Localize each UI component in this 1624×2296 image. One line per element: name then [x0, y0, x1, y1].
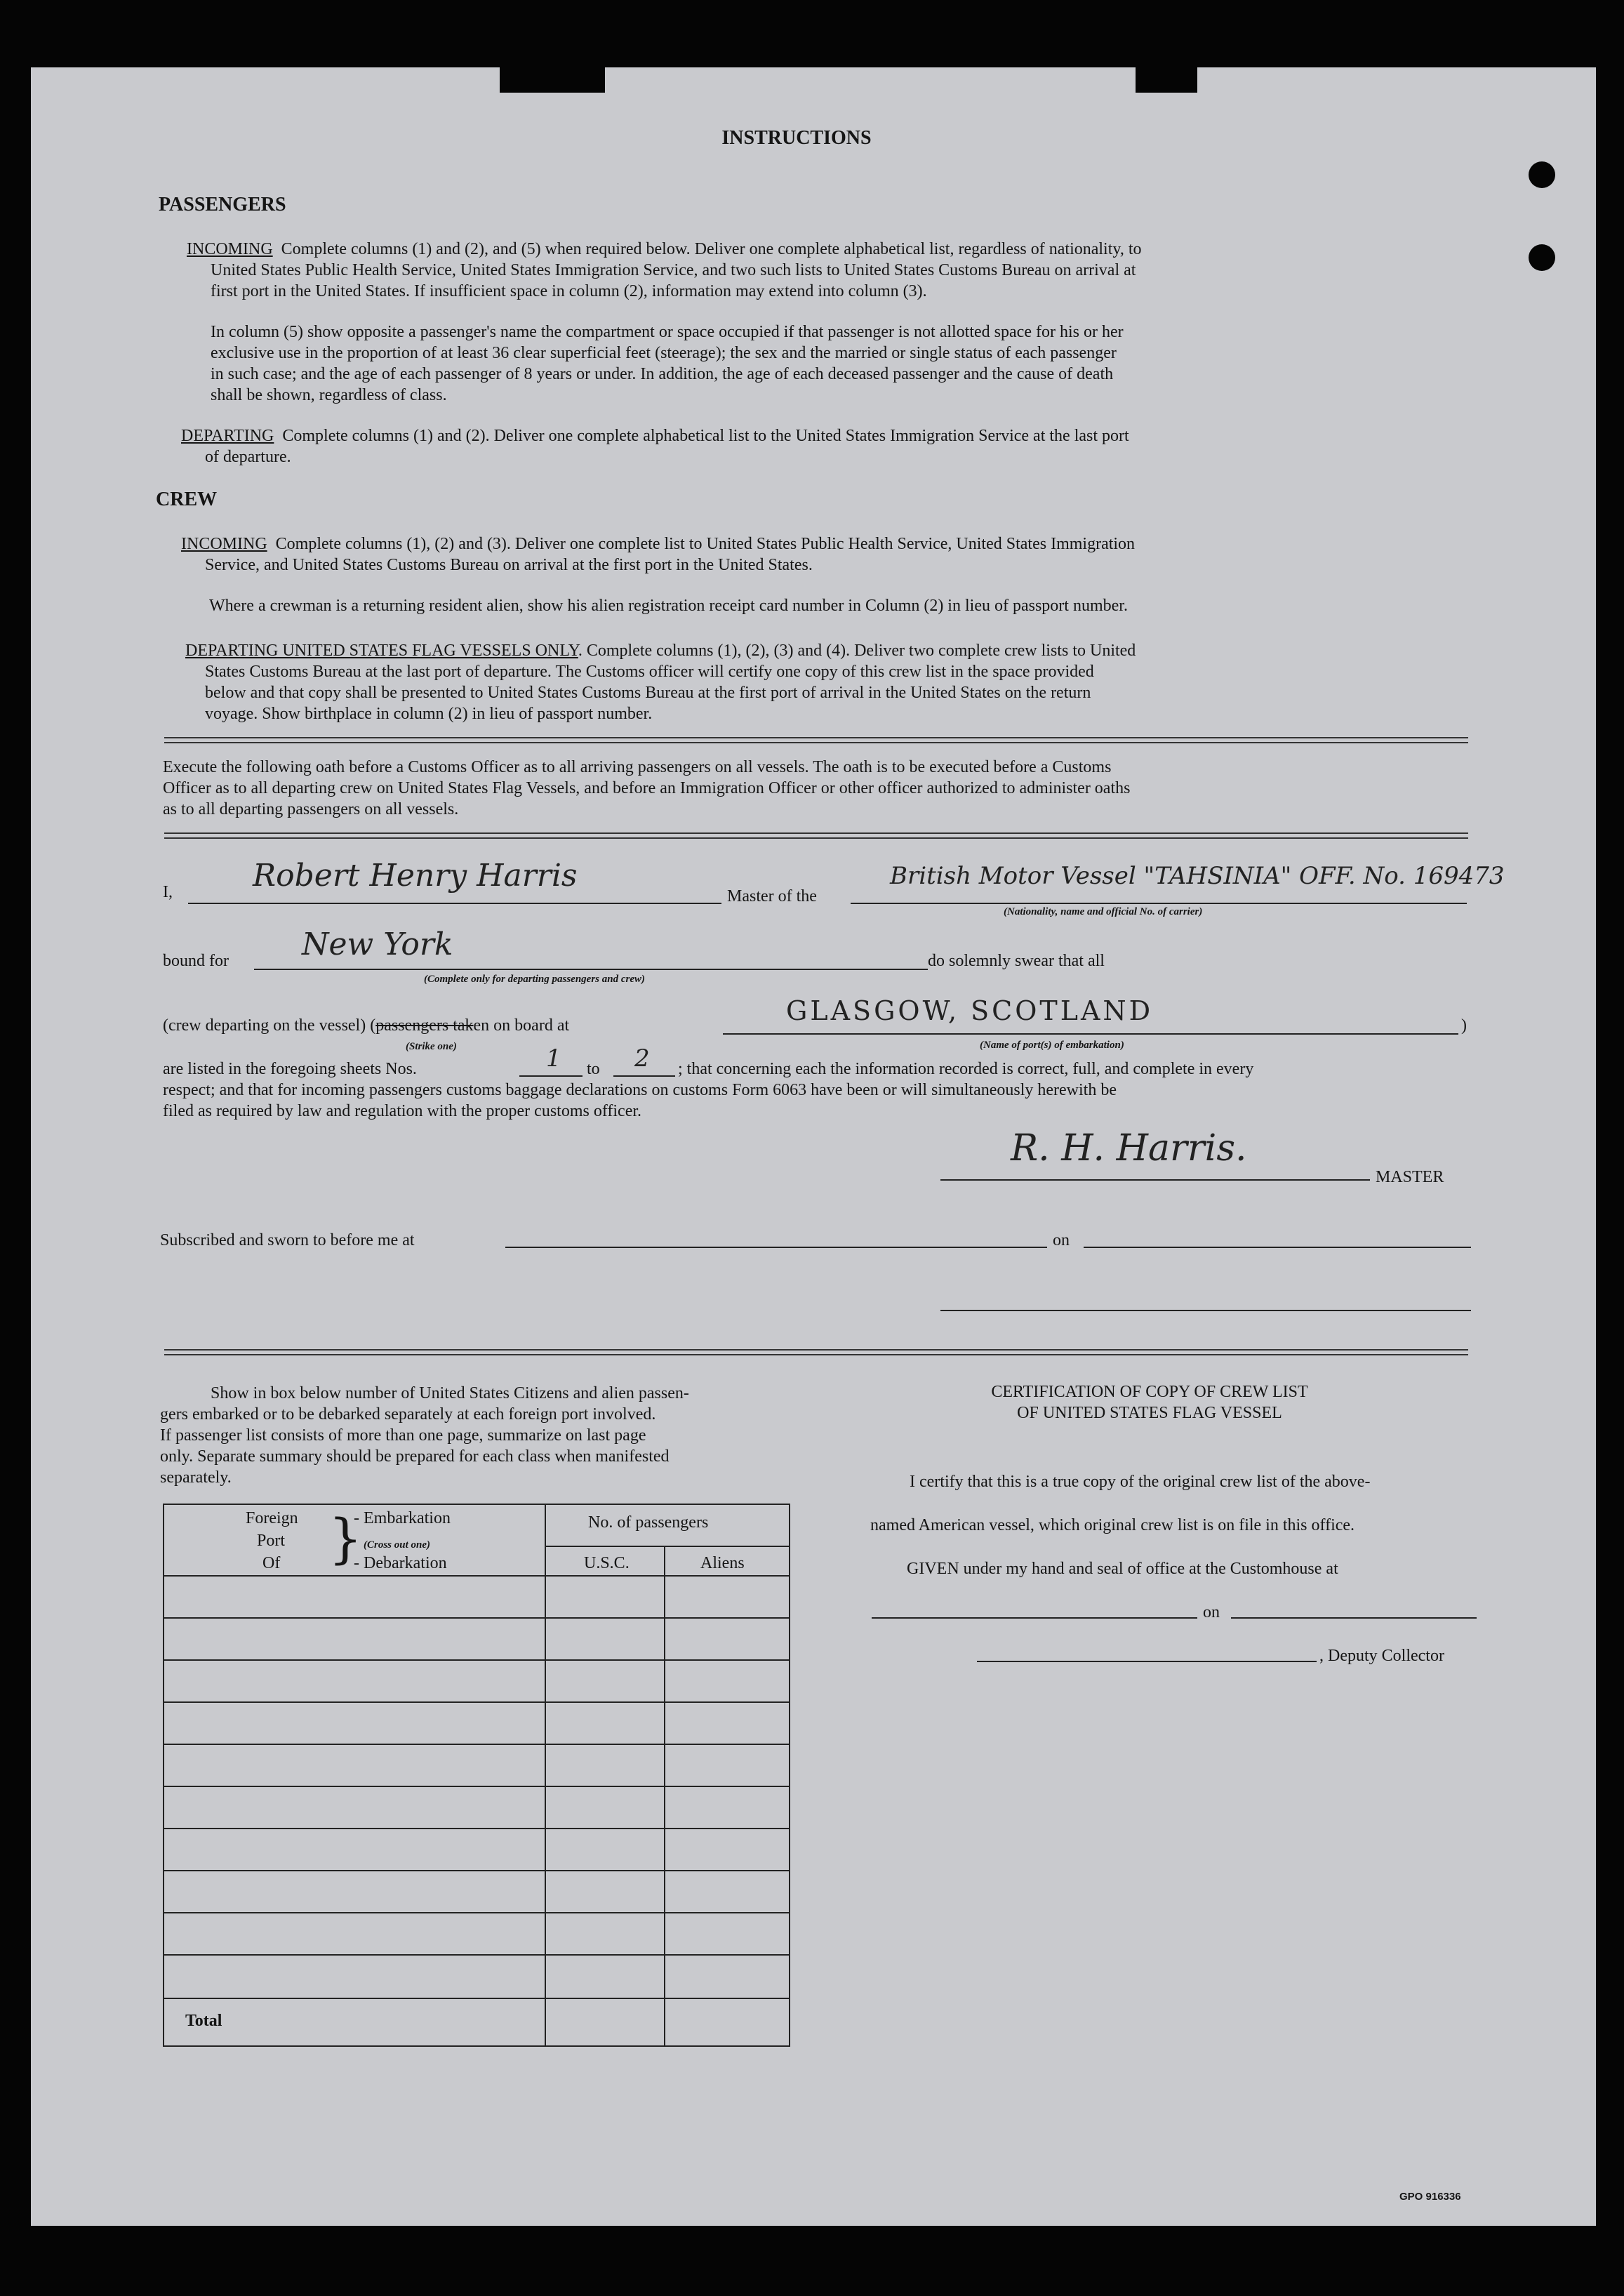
brace-icon: } [328, 1507, 363, 1570]
passengers-incoming-text: first port in the United States. If insufficient space in column (2), information may extend into column (3). [211, 282, 927, 300]
section-divider [164, 737, 1468, 743]
punch-hole [1529, 244, 1555, 271]
sheets-rest-text: ; that concerning each the information recorded is correct, full, and complete in every [678, 1060, 1254, 1078]
page-tear [1136, 67, 1197, 93]
crew-departing-label: DEPARTING UNITED STATES FLAG VESSELS ONLY [185, 642, 578, 660]
table-row[interactable] [163, 1744, 789, 1745]
passengers-incoming-text: Complete columns (1) and (2), and (5) when required below. Deliver one complete alphabetical list, regardless of nationality, to [281, 240, 1142, 258]
total-label: Total [185, 2012, 222, 2030]
certification-text: I certify that this is a true copy of the original crew list of the above- [910, 1473, 1371, 1491]
sheet-from-field[interactable]: 1 [546, 1044, 561, 1073]
summary-intro: If passenger list consists of more than one page, summarize on last page [160, 1426, 646, 1445]
port-field[interactable]: GLASGOW, SCOTLAND [786, 995, 1154, 1026]
destination-field[interactable]: New York [302, 927, 453, 962]
passengers-departing-label: DEPARTING [181, 427, 274, 445]
oath-intro: Officer as to all departing crew on United States Flag Vessels, and before an Immigration Officer or other officer authorized to administer oaths [163, 779, 1131, 797]
table-row[interactable] [163, 1659, 789, 1661]
table-row[interactable] [163, 1954, 789, 1956]
col-of: Of [262, 1554, 281, 1572]
crew-departing-option: (crew departing on the vessel) ( [163, 1016, 376, 1035]
crew-departing-text: voyage. Show birthplace in column (2) in lieu of passport number. [205, 705, 653, 723]
vessel-caption: (Nationality, name and official No. of carrier) [1004, 906, 1203, 917]
table-row[interactable] [163, 1617, 789, 1619]
passengers-struck-option: passengers tak [375, 1016, 474, 1035]
certification-title: CERTIFICATION OF COPY OF CREW LIST [991, 1383, 1308, 1401]
sheet-from-line [519, 1075, 583, 1077]
master-signature[interactable]: R. H. Harris. [1011, 1127, 1247, 1169]
col-port: Port [257, 1532, 286, 1550]
column5-text: In column (5) show opposite a passenger's name the compartment or space occupied if that passenger is not allotted space for his or her [211, 323, 1124, 341]
filed-text: filed as required by law and regulation with the proper customs officer. [163, 1102, 642, 1120]
col-cross-out: (Cross out one) [364, 1539, 431, 1551]
signature-line [940, 1179, 1370, 1181]
master-name-field[interactable]: Robert Henry Harris [253, 858, 578, 894]
master-name-line [188, 903, 721, 904]
page-tear [500, 67, 605, 93]
crew-departing-text: States Customs Bureau at the last port of departure. The Customs officer will certify one copy of this crew list in the space provided [205, 663, 1094, 681]
section-divider [164, 1349, 1468, 1355]
certification-title: OF UNITED STATES FLAG VESSEL [1017, 1404, 1282, 1422]
sheet-to-line [613, 1075, 675, 1077]
gpo-code: GPO 916336 [1399, 2191, 1461, 2203]
crew-heading: CREW [156, 489, 218, 510]
customhouse-line[interactable] [872, 1617, 1197, 1619]
crew-departing-text: below and that copy shall be presented to United States Customs Bureau at the first port of arrival in the United States on the return [205, 684, 1091, 702]
column5-text: exclusive use in the proportion of at least 36 clear superficial feet (steerage); the sex and the married or single status of each passenger [211, 344, 1117, 362]
certification-text: GIVEN under my hand and seal of office at the Customhouse at [907, 1560, 1338, 1578]
table-row[interactable] [163, 1912, 789, 1913]
col-debarkation: - Debarkation [354, 1554, 447, 1572]
strike-caption: (Strike one) [406, 1041, 457, 1052]
table-row[interactable] [163, 1828, 789, 1829]
table-row[interactable] [163, 1786, 789, 1787]
col-aliens: Aliens [700, 1554, 745, 1572]
passengers-incoming-label: INCOMING [187, 240, 273, 258]
table-row[interactable] [163, 1575, 789, 1577]
port-caption: (Name of port(s) of embarkation) [980, 1040, 1124, 1051]
page-title: INSTRUCTIONS [721, 127, 872, 149]
summary-intro: only. Separate summary should be prepared for each class when manifested [160, 1447, 670, 1466]
sheets-label: are listed in the foregoing sheets Nos. [163, 1060, 417, 1078]
col-usc: U.S.C. [584, 1554, 630, 1572]
summary-intro: gers embarked or to be debarked separately at each foreign port involved. [160, 1405, 656, 1424]
crew-departing-text: . Complete columns (1), (2), (3) and (4). Deliver two complete crew lists to United [578, 642, 1136, 660]
respect-text: respect; and that for incoming passengers customs baggage declarations on customs Form 6063 have been or will simultaneously herewith be [163, 1081, 1117, 1099]
vessel-field[interactable]: British Motor Vessel "TAHSINIA" OFF. No. 169473 [890, 862, 1505, 890]
section-divider [164, 832, 1468, 839]
summary-intro: separately. [160, 1468, 232, 1487]
table-row[interactable] [163, 1701, 789, 1703]
deputy-collector-label: , Deputy Collector [1319, 1647, 1444, 1665]
sworn-on-label: on [1053, 1231, 1070, 1249]
oath-intro: Execute the following oath before a Customs Officer as to all arriving passengers on all vessels. The oath is to be executed before a Customs [163, 758, 1112, 776]
sheet-to-field[interactable]: 2 [634, 1044, 650, 1073]
deputy-collector-line[interactable] [977, 1661, 1317, 1662]
table-col-divider [545, 1504, 546, 2045]
crew-incoming-text: Complete columns (1), (2) and (3). Deliver one complete list to United States Public Health Service, United States Immigration [275, 535, 1136, 553]
column5-text: shall be shown, regardless of class. [211, 386, 447, 404]
certification-on-label: on [1203, 1603, 1220, 1621]
to-label: to [587, 1060, 600, 1078]
punch-hole [1529, 161, 1555, 188]
passengers-departing-text: Complete columns (1) and (2). Deliver one complete alphabetical list to the United States Immigration Service at the last port [282, 427, 1129, 445]
taken-label: en on board at [473, 1016, 570, 1035]
subscribed-label: Subscribed and sworn to before me at [160, 1231, 415, 1249]
sworn-date-line[interactable] [1084, 1247, 1471, 1248]
passengers-departing-text: of departure. [205, 448, 291, 466]
certification-date-line[interactable] [1231, 1617, 1477, 1619]
bound-for-label: bound for [163, 952, 229, 970]
destination-caption: (Complete only for departing passengers and crew) [424, 974, 645, 985]
swear-label: do solemnly swear that all [928, 952, 1105, 970]
table-row[interactable] [163, 1870, 789, 1871]
summary-intro: Show in box below number of United States Citizens and alien passen- [211, 1384, 689, 1402]
passengers-incoming-text: United States Public Health Service, United States Immigration Service, and two such lists to United States Customs Bureau on arrival at [211, 261, 1136, 279]
col-no-passengers: No. of passengers [588, 1513, 709, 1532]
column5-text: in such case; and the age of each passenger of 8 years or under. In addition, the age of each deceased passenger and the cause of death [211, 365, 1114, 383]
table-row[interactable] [163, 1998, 789, 1999]
crew-resident-text: Where a crewman is a returning resident alien, show his alien registration receipt card number in Column (2) in lieu of passport number. [209, 597, 1128, 615]
table-row-divider [545, 1546, 789, 1547]
crew-incoming-label: INCOMING [181, 535, 267, 553]
passengers-heading: PASSENGERS [159, 194, 286, 215]
oath-i-label: I, [163, 883, 173, 901]
table-col-divider [664, 1547, 665, 2045]
master-label: MASTER [1376, 1168, 1444, 1186]
sworn-place-line[interactable] [505, 1247, 1047, 1248]
crew-incoming-text: Service, and United States Customs Bureau on arrival at the first port in the United States. [205, 556, 813, 574]
table-frame [163, 1504, 790, 2047]
master-of-label: Master of the [727, 887, 817, 905]
certification-text: named American vessel, which original crew list is on file in this office. [870, 1516, 1355, 1534]
oath-intro: as to all departing passengers on all vessels. [163, 800, 459, 818]
close-paren: ) [1461, 1016, 1467, 1035]
col-embarkation: - Embarkation [354, 1509, 451, 1527]
col-foreign: Foreign [246, 1509, 298, 1527]
officer-signature-line[interactable] [940, 1310, 1471, 1311]
